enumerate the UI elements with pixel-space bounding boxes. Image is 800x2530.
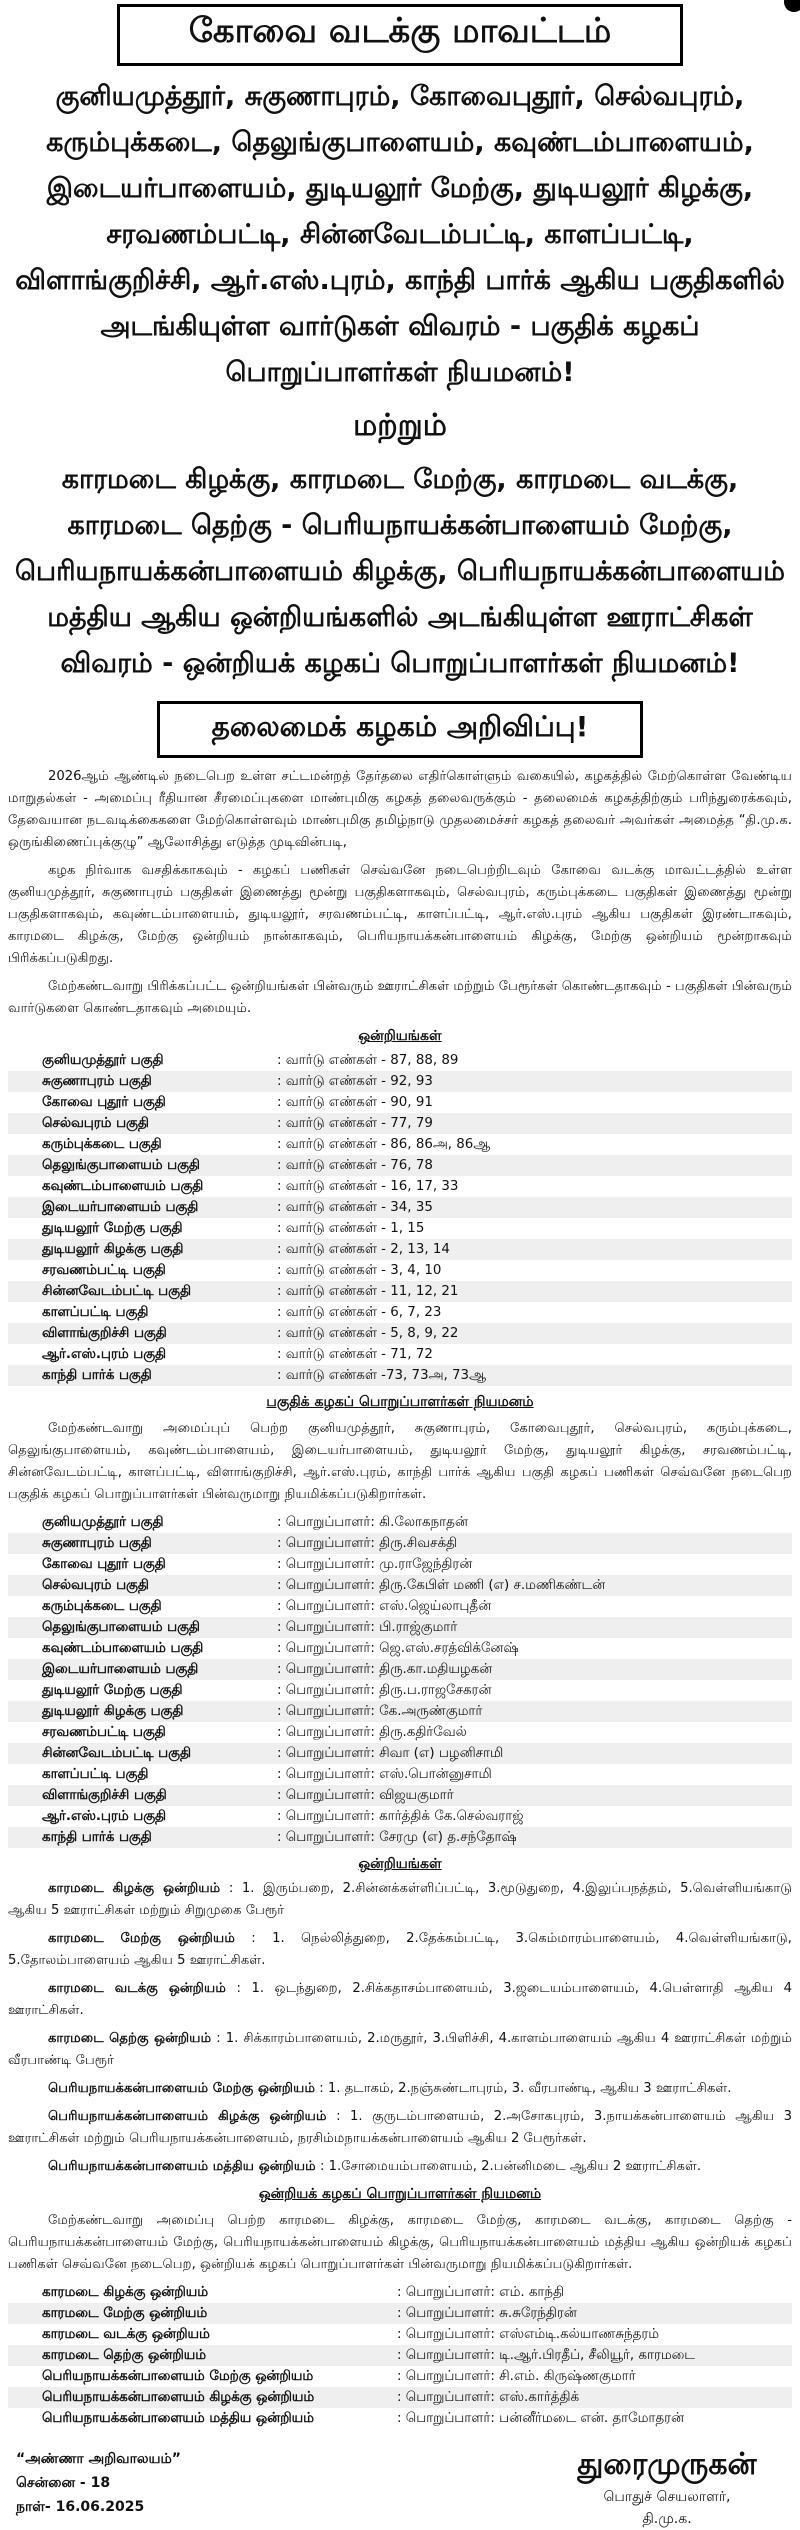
row-value: : பொறுப்பாளர்: சிவா (எ) பழனிசாமி: [277, 1745, 504, 1761]
headline-unions: காரமடை கிழக்கு, காரமடை மேற்கு, காரமடை வடக்கு, காரமடை தெற்கு - பெரியநாயக்கன்பாளையம் மேற்கு, பெரியநாயக்கன்பாளையம் கிழக்கு, பெரியநாயக்கன்பாளையம் மத்திய ஆகிய ஒன்றியங்களில் அடங்கியுள்ள ஊராட்சிகள் விவரம் - ஒன்றியக் கழகப் பொறுப்பாளர்கள் நியமனம்!: [15, 464, 785, 679]
list-item: [8, 1928, 792, 1972]
row-value: : வார்டு எண்கள் - 16, 17, 33: [277, 1178, 459, 1194]
row-label: காந்தி பார்க் பகுதி: [42, 1829, 152, 1845]
table-row: [8, 1680, 792, 1701]
union-incharge-list: [8, 2282, 792, 2429]
table-row: [8, 1281, 792, 1302]
row-label: கோவை புதூர் பகுதி: [42, 1556, 166, 1572]
signatory-name: துரைமுருகன்: [577, 2447, 757, 2482]
union-name: காரமடை மேற்கு ஒன்றியம்: [48, 1931, 235, 1946]
table-row: [8, 1764, 792, 1785]
table-row: [8, 2366, 792, 2387]
row-label: பெரியநாயக்கன்பாளையம் மேற்கு ஒன்றியம்: [42, 2368, 314, 2384]
row-label: கோவை புதூர் பகுதி: [42, 1094, 166, 1110]
row-value: : பொறுப்பாளர்: பன்னீர்மடை என். தாமோதரன்: [397, 2410, 684, 2426]
union-villages: : 1. தடாகம், 2.நஞ்சுண்டாபுரம், 3. வீரபாண்டி, ஆகிய 3 ஊராட்சிகள்.: [319, 2081, 732, 2096]
row-label: காந்தி பார்க் பகுதி: [42, 1367, 152, 1383]
table-row: [8, 1071, 792, 1092]
area-incharge-list: [8, 1512, 792, 1848]
row-label: காரமடை மேற்கு ஒன்றியம்: [42, 2305, 208, 2321]
paragraph-union-incharge: மேற்கண்டவாறு அமைப்பு பெற்ற காரமடை கிழக்கு, காரமடை மேற்கு, காரமடை வடக்கு, காரமடை தெற்கு - பெரியநாயக்கன்பாளையம் மேற்கு, பெரியநாயக்கன்பாளையம் கிழக்கு, பெரியநாயக்கன்பாளையம் மத்திய ஆகிய ஒன்றியக் கழகப் பணிகள் செவ்வனே நடைபெற, ஒன்றியக் கழகப் பொறுப்பாளர்கள் பின்வருமாறு நியமிக்கப்படுகிறார்கள்.: [8, 2213, 792, 2272]
table-row: [8, 1575, 792, 1596]
union-villages: : 1. இரும்பறை, 2.சின்னக்கள்ளிப்பட்டி, 3.மூடுதுறை, 4.இலுப்பநத்தம், 5.வெள்ளியங்காடு ஆகிய 5 ஊராட்சிகள் மற்றும் சிறுமுகை பேரூர்: [8, 1881, 792, 1918]
section-heading-union-incharge: ஒன்றியக் கழகப் பொறுப்பாளர்கள் நியமனம்: [258, 2186, 542, 2202]
table-row: [8, 2282, 792, 2303]
office-name: “அண்ணா அறிவாலயம்”: [16, 2451, 181, 2467]
row-value: : பொறுப்பாளர்: திரு.ப.ராஜசேகரன்: [277, 1682, 492, 1698]
row-value: : வார்டு எண்கள் - 3, 4, 10: [277, 1262, 442, 1278]
row-label: துடியலூர் மேற்கு பகுதி: [42, 1220, 183, 1236]
list-item: [8, 2106, 792, 2150]
table-row: [8, 1218, 792, 1239]
table-row: [8, 1323, 792, 1344]
section-heading-area-incharge: பகுதிக் கழகப் பொறுப்பாளர்கள் நியமனம்: [266, 1394, 534, 1410]
union-villages: : 1. சிக்காரம்பாளையம், 2.மருதூர், 3.பிளிச்சி, 4.காளம்பாளையம் ஆகிய 4 ஊராட்சிகள் மற்றும் வீரபாண்டி பேரூர்: [8, 2031, 793, 2068]
row-label: ஆர்.எஸ்.புரம் பகுதி: [42, 1346, 167, 1362]
table-row: [8, 1302, 792, 1323]
paragraph-division: கழக நிர்வாக வசதிக்காகவும் - கழகப் பணிகள் செவ்வனே நடைபெற்றிடவும் கோவை வடக்கு மாவட்டத்தில் உள்ள குனியமுத்தூர், சுகுணாபுரம் பகுதிகள் இணைத்து மூன்று பகுதிகளாகவும், செல்வபுரம், கரும்புக்கடை பகுதிகள் இணைத்து மூன்று பகுதிகளாகவும், கவுண்டம்பாளையம், துடியலூர், சரவணம்பட்டி, காளப்பட்டி, ஆர்.எஸ்.புரம் ஆகிய பகுதிகள் இரண்டாகவும், காரமடை கிழக்கு, மேற்கு ஒன்றியம் நான்காகவும், பெரியநாயக்கன்பாளையம் கிழக்கு, மேற்கு ஒன்றியம் மூன்றாகவும் பிரிக்கப்படுகிறது.: [8, 863, 792, 966]
row-value: : வார்டு எண்கள் - 6, 7, 23: [277, 1304, 442, 1320]
table-row: [8, 1743, 792, 1764]
table-row: [8, 2345, 792, 2366]
row-value: : வார்டு எண்கள் - 76, 78: [277, 1157, 433, 1173]
section-heading-unions-2: ஒன்றியங்கள்: [358, 1856, 442, 1872]
row-label: பெரியநாயக்கன்பாளையம் கிழக்கு ஒன்றியம்: [42, 2389, 315, 2405]
row-label: செல்வபுரம் பகுதி: [42, 1115, 149, 1131]
row-value: : வார்டு எண்கள் - 92, 93: [277, 1073, 433, 1089]
ward-list: [8, 1050, 792, 1386]
table-row: [8, 1638, 792, 1659]
row-value: : பொறுப்பாளர்: கார்த்திக் கே.செல்வராஜ்: [277, 1808, 524, 1824]
row-label: கவுண்டம்பாளையம் பகுதி: [42, 1640, 204, 1656]
headline-areas: குனியமுத்தூர், சுகுணாபுரம், கோவைபுதூர், செல்வபுரம், கரும்புக்கடை, தெலுங்குபாளையம், கவுண்டம்பாளையம், இடையர்பாளையம், துடியலூர் மேற்கு, துடியலூர் கிழக்கு, சரவணம்பட்டி, சின்னவேடம்பட்டி, காளப்பட்டி, விளாங்குறிச்சி, ஆர்.எஸ்.புரம், காந்தி பார்க் ஆகிய பகுதிகளில் அடங்கியுள்ள வார்டுகள் விவரம் - பகுதிக் கழகப் பொறுப்பாளர்கள் நியமனம்!: [15, 81, 785, 388]
district-header: கோவை வடக்கு மாவட்டம்: [117, 4, 683, 66]
row-value: : வார்டு எண்கள் - 77, 79: [277, 1115, 433, 1131]
table-row: [8, 1365, 792, 1386]
row-value: : பொறுப்பாளர்: விஜயகுமார்: [277, 1787, 454, 1803]
row-value: : பொறுப்பாளர்: எஸ்.ஜெய்லாபுதீன்: [277, 1598, 492, 1614]
row-value: : பொறுப்பாளர்: எஸ்.பொன்னுசாமி: [277, 1766, 492, 1782]
paragraph-area-incharge: மேற்கண்டவாறு அமைப்புப் பெற்ற குனியமுத்தூர், சுகுணாபுரம், கோவைபுதூர், செல்வபுரம், கரும்புக்கடை, தெலுங்குபாளையம், கவுண்டம்பாளையம், இடையர்பாளையம், துடியலூர் மேற்கு, துடியலூர் கிழக்கு, சரவணம்பட்டி, சின்னவேடம்பட்டி, காளப்பட்டி, விளாங்குறிச்சி, ஆர்.எஸ்.புரம், காந்தி பார்க் ஆகிய பகுதி கழகப் பணிகள் செவ்வனே நடைபெற பகுதிக் கழகப் பொறுப்பாளர்கள் பின்வருமாறு நியமிக்கப்படுகிறார்கள்.: [8, 1421, 792, 1502]
row-value: : வார்டு எண்கள் - 90, 91: [277, 1094, 433, 1110]
list-item: [8, 2156, 792, 2178]
union-name: காரமடை கிழக்கு ஒன்றியம்: [48, 1881, 221, 1896]
table-row: [8, 1722, 792, 1743]
table-row: [8, 1533, 792, 1554]
row-label: சின்னவேடம்பட்டி பகுதி: [42, 1283, 191, 1299]
row-value: : பொறுப்பாளர்: கே.அருண்குமார்: [277, 1703, 483, 1719]
row-value: : பொறுப்பாளர்: சி.எம். கிருஷ்ணகுமார்: [397, 2368, 636, 2384]
union-villages: : 1. ஒடந்துறை, 2.சிக்கதாசம்பாளையம், 3.ஜடையம்பாளையம், 4.பெள்ளாதி ஆகிய 4 ஊராட்சிகள்.: [8, 1981, 792, 2018]
row-value: : பொறுப்பாளர்: சேரமு (எ) த.சந்தோஷ்: [277, 1829, 517, 1845]
row-label: காரமடை கிழக்கு ஒன்றியம்: [42, 2284, 209, 2300]
row-label: காளப்பட்டி பகுதி: [42, 1304, 149, 1320]
table-row: [8, 1344, 792, 1365]
row-label: துடியலூர் மேற்கு பகுதி: [42, 1682, 183, 1698]
row-value: : பொறுப்பாளர்: ஜெ.எஸ்.சரத்விக்னேஷ்: [277, 1640, 519, 1656]
row-label: தெலுங்குபாளையம் பகுதி: [42, 1619, 200, 1635]
row-label: ஆர்.எஸ்.புரம் பகுதி: [42, 1808, 167, 1824]
list-item: [8, 1978, 792, 2022]
row-value: : பொறுப்பாளர்: டி.ஆர்.பிரதீப், சீலியூர், காரமடை: [397, 2347, 695, 2363]
row-value: : வார்டு எண்கள் -73, 73அ, 73ஆ: [277, 1367, 486, 1383]
table-row: [8, 1092, 792, 1113]
table-row: [8, 1596, 792, 1617]
table-row: [8, 1134, 792, 1155]
corner-dot: [784, 0, 800, 12]
row-value: : பொறுப்பாளர்: திரு.கதிர்வேல்: [277, 1724, 467, 1740]
row-value: : பொறுப்பாளர்: எஸ்எம்டி.கல்யாணசுந்தரம்: [397, 2326, 660, 2342]
row-label: இடையர்பாளையம் பகுதி: [42, 1199, 199, 1215]
row-value: : வார்டு எண்கள் - 71, 72: [277, 1346, 433, 1362]
row-label: கரும்புக்கடை பகுதி: [42, 1598, 162, 1614]
row-value: : பொறுப்பாளர்: திரு.சிவசக்தி: [277, 1535, 458, 1551]
row-label: காளப்பட்டி பகுதி: [42, 1766, 149, 1782]
table-row: [8, 1260, 792, 1281]
paragraph-intro: 2026ஆம் ஆண்டில் நடைபெற உள்ள சட்டமன்றத் தேர்தலை எதிர்கொள்ளும் வகையில், கழகத்தில் மேற்கொள்ள வேண்டிய மாறுதல்கள் - அமைப்பு ரீதியான சீரமைப்புகளை மாண்புமிகு கழகத் தலைவருக்கும் - தலைமைக் கழகத்திற்கும் பரிந்துரைக்கவும், தேவையான நடவடிக்கைகளை மேற்கொள்ளவும் மாண்புமிகு தமிழ்நாடு முதலமைச்சர் கழகத் தலைவர் அவர்கள் அமைத்த “தி.மு.க. ஒருங்கிணைப்புக்குழு” ஆலோசித்து எடுத்த முடிவின்படி,: [8, 769, 792, 850]
row-label: செல்வபுரம் பகுதி: [42, 1577, 149, 1593]
row-label: விளாங்குறிச்சி பகுதி: [42, 1787, 167, 1803]
union-villages: : 1. நெல்லித்துறை, 2.தேக்கம்பட்டி, 3.கெம்மாரம்பாளையம், 4.வெள்ளியங்காடு, 5.தோலம்பாளையம் ஆகிய 5 ஊராட்சிகள்.: [8, 1931, 792, 1968]
row-value: : பொறுப்பாளர்: திரு.கேபிள் மணி (எ) ச.மணிகண்டன்: [277, 1577, 606, 1593]
paragraph-composition: மேற்கண்டவாறு பிரிக்கப்பட்ட ஒன்றியங்கள் பின்வரும் ஊராட்சிகள் மற்றும் பேரூர்கள் கொண்டதாகவும் - பகுதிகள் பின்வரும் வார்டுகளை கொண்டதாகவும் அமையும்.: [8, 979, 792, 1016]
row-label: சரவணம்பட்டி பகுதி: [42, 1724, 166, 1740]
table-row: [8, 1785, 792, 1806]
row-label: பெரியநாயக்கன்பாளையம் மத்திய ஒன்றியம்: [42, 2410, 314, 2426]
table-row: [8, 1512, 792, 1533]
row-value: : பொறுப்பாளர்: பி.ராஜ்குமார்: [277, 1619, 458, 1635]
table-row: [8, 1239, 792, 1260]
table-row: [8, 1659, 792, 1680]
table-row: [8, 1617, 792, 1638]
row-label: காரமடை தெற்கு ஒன்றியம்: [42, 2347, 206, 2363]
table-row: [8, 1050, 792, 1071]
row-label: சின்னவேடம்பட்டி பகுதி: [42, 1745, 191, 1761]
signatory-designation: பொதுச் செயலாளர்,: [603, 2489, 731, 2505]
office-city: சென்னை - 18: [16, 2475, 111, 2491]
table-row: [8, 2303, 792, 2324]
row-value: : பொறுப்பாளர்: எம். காந்தி: [397, 2284, 564, 2300]
union-name: காரமடை தெற்கு ஒன்றியம்: [48, 2031, 212, 2046]
row-label: சுகுணாபுரம் பகுதி: [42, 1535, 152, 1551]
row-label: காரமடை வடக்கு ஒன்றியம்: [42, 2326, 210, 2342]
row-value: : வார்டு எண்கள் - 1, 15: [277, 1220, 425, 1236]
row-label: சுகுணாபுரம் பகுதி: [42, 1073, 152, 1089]
row-label: துடியலூர் கிழக்கு பகுதி: [42, 1703, 184, 1719]
row-value: : பொறுப்பாளர்: திரு.கா.மதியழகன்: [277, 1661, 493, 1677]
row-value: : பொறுப்பாளர்: மு.ராஜேந்திரன்: [277, 1556, 473, 1572]
row-value: : பொறுப்பாளர்: கி.லோகநாதன்: [277, 1514, 468, 1530]
row-label: விளாங்குறிச்சி பகுதி: [42, 1325, 167, 1341]
table-row: [8, 1155, 792, 1176]
row-value: : பொறுப்பாளர்: எஸ்.கார்த்திக்: [397, 2389, 580, 2405]
list-item: [8, 2028, 792, 2072]
notice-date: நாள்- 16.06.2025: [16, 2499, 145, 2515]
table-row: [8, 1176, 792, 1197]
row-value: : பொறுப்பாளர்: சு.சுரேந்திரன்: [397, 2305, 577, 2321]
footer-address: [8, 2447, 181, 2530]
row-label: குனியமுத்தூர் பகுதி: [42, 1514, 164, 1530]
union-village-list: [8, 1878, 792, 2178]
row-label: சரவணம்பட்டி பகுதி: [42, 1262, 166, 1278]
table-row: [8, 2408, 792, 2429]
row-label: கவுண்டம்பாளையம் பகுதி: [42, 1178, 204, 1194]
union-name: பெரியநாயக்கன்பாளையம் கிழக்கு ஒன்றியம்: [48, 2109, 327, 2124]
footer: [8, 2447, 792, 2530]
table-row: [8, 1113, 792, 1134]
union-villages: : 1.சோமையம்பாளையம், 2.பன்னிமடை ஆகிய 2 ஊராட்சிகள்.: [320, 2159, 702, 2174]
footer-signature: [542, 2447, 792, 2530]
union-name: பெரியநாயக்கன்பாளையம் மத்திய ஒன்றியம்: [48, 2159, 316, 2174]
row-value: : வார்டு எண்கள் - 5, 8, 9, 22: [277, 1325, 459, 1341]
notice-page: [8, 4, 793, 2527]
table-row: [8, 1827, 792, 1848]
table-row: [8, 2324, 792, 2345]
conjunction: மற்றும்: [353, 408, 447, 443]
union-name: காரமடை வடக்கு ஒன்றியம்: [48, 1981, 226, 1996]
row-value: : வார்டு எண்கள் - 2, 13, 14: [277, 1241, 450, 1257]
notice-title: தலைமைக் கழகம் அறிவிப்பு!: [157, 701, 643, 758]
row-value: : வார்டு எண்கள் - 11, 12, 21: [277, 1283, 459, 1299]
party-name: தி.மு.க.: [642, 2511, 692, 2527]
row-value: : வார்டு எண்கள் - 86, 86அ, 86ஆ: [277, 1136, 491, 1152]
list-item: [8, 1878, 792, 1922]
row-label: தெலுங்குபாளையம் பகுதி: [42, 1157, 200, 1173]
table-row: [8, 1701, 792, 1722]
list-item: [8, 2078, 792, 2100]
row-value: : வார்டு எண்கள் - 87, 88, 89: [277, 1052, 459, 1068]
table-row: [8, 1197, 792, 1218]
union-villages: : 1. குருடம்பாளையம், 2.அசோகபுரம், 3.நாயக்கன்பாளையம் ஆகிய 3 ஊராட்சிகள் மற்றும் பெரியநாயக்கன்பாளையம், நரசிம்மநாயக்கன்பாளையம் ஆகிய 2 பேரூர்கள்.: [8, 2109, 792, 2146]
row-value: : வார்டு எண்கள் - 34, 35: [277, 1199, 433, 1215]
row-label: கரும்புக்கடை பகுதி: [42, 1136, 162, 1152]
row-label: குனியமுத்தூர் பகுதி: [42, 1052, 164, 1068]
table-row: [8, 1806, 792, 1827]
table-row: [8, 2387, 792, 2408]
row-label: துடியலூர் கிழக்கு பகுதி: [42, 1241, 184, 1257]
union-name: பெரியநாயக்கன்பாளையம் மேற்கு ஒன்றியம்: [48, 2081, 316, 2096]
table-row: [8, 1554, 792, 1575]
row-label: இடையர்பாளையம் பகுதி: [42, 1661, 199, 1677]
section-heading-unions: ஒன்றியங்கள்: [358, 1028, 442, 1044]
